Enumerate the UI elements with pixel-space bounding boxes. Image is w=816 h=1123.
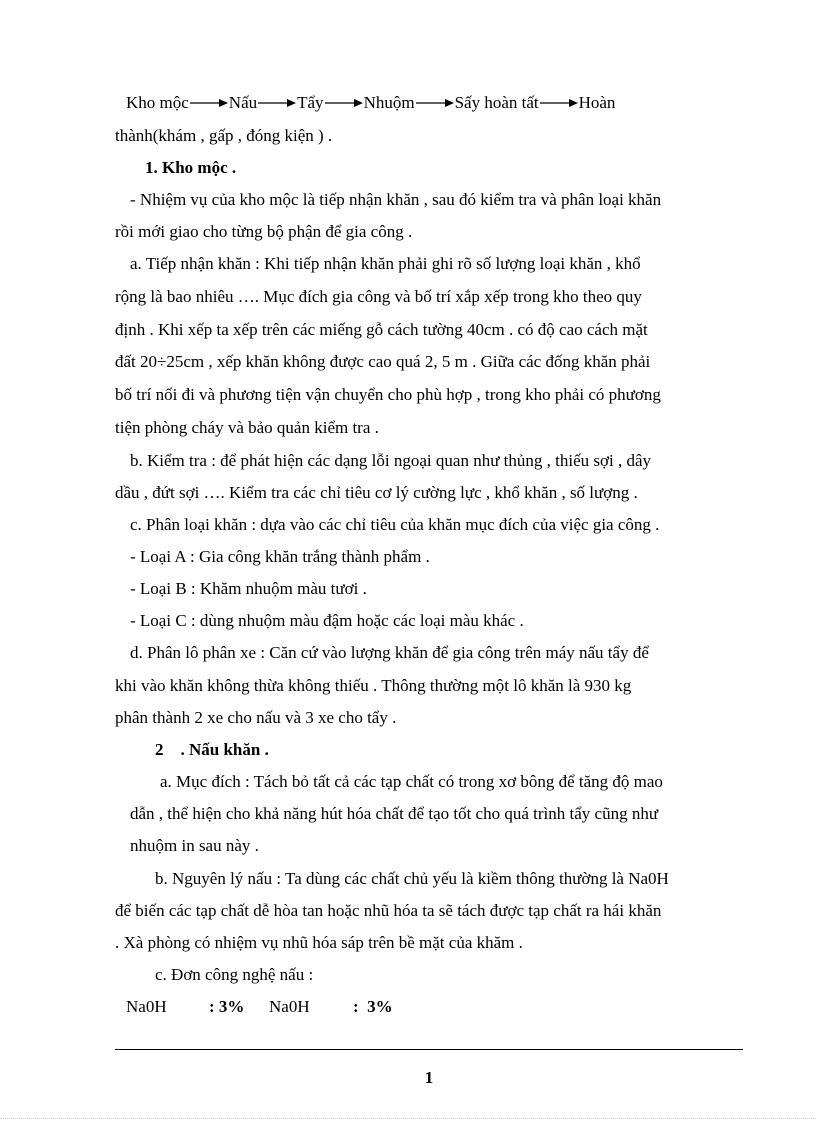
recipe-item-value (209, 996, 244, 1018)
section1-a-line: đất 20÷25cm , xếp khăn không được cao quá 2, 5 m . Giữa các đống khăn phải (115, 352, 651, 371)
section2-c-heading: c. Đơn công nghệ nấu : (155, 965, 314, 984)
flow-step-kho-moc: Kho mộc (126, 93, 189, 112)
arrow-right-icon (416, 98, 454, 108)
flow-step-say-hoan-tat: Sấy hoàn tất (454, 93, 539, 112)
section1-d-line: d. Phân lô phân xe : Căn cứ vào lượng khăn để gia công trên máy nấu tẩy để (130, 643, 649, 662)
section1-b-line: b. Kiểm tra : để phát hiện các dạng lỗi ngoại quan như thủng , thiếu sợi , dây (130, 451, 651, 470)
section1-a-line: định . Khi xếp ta xếp trên các miếng gỗ cách tường 40cm . có độ cao cách mặt (115, 320, 648, 339)
footer-divider (115, 1049, 743, 1050)
section2-b-line: để biến các tạp chất dễ hòa tan hoặc nhũ hóa ta sẽ tách được tạp chất ra hái khăn (115, 901, 662, 920)
page-number: 1 (424, 1068, 434, 1087)
section2-a-line: nhuộm in sau này . (130, 836, 259, 855)
section2-b-line: b. Nguyên lý nấu : Ta dùng các chất chủ yếu là kiềm thông thường là Na0H (155, 869, 669, 888)
recipe-item-name: Na0H (269, 997, 310, 1016)
recipe-item-value-text: : 3% (209, 997, 245, 1016)
flow-step-hoan: Hoàn (578, 93, 616, 112)
section2-a-line: a. Mục đích : Tách bỏ tất cả các tạp chất có trong xơ bông để tăng độ mao (160, 772, 663, 791)
section1-a-line: tiện phòng cháy và bảo quản kiểm tra . (115, 418, 379, 437)
section1-intro-line: - Nhiệm vụ của kho mộc là tiếp nhận khăn , sau đó kiểm tra và phân loại khăn (130, 190, 662, 209)
arrow-right-icon (325, 98, 363, 108)
section1-d-line: khi vào khăn không thừa không thiếu . Thông thường một lô khăn là 930 kg (115, 676, 632, 695)
section1-b-line: dầu , đứt sợi …. Kiểm tra các chỉ tiêu cơ lý cường lực , khổ khăn , số lượng . (115, 483, 638, 502)
section1-intro-line: rồi mới giao cho từng bộ phận để gia công . (115, 222, 413, 241)
flow-step-tay: Tẩy (297, 93, 324, 112)
section2-b-line: . Xà phòng có nhiệm vụ nhũ hóa sáp trên bề mặt của khăm . (115, 933, 523, 952)
section1-c-item: - Loại A : Gia công khăn trắng thành phẩm . (130, 547, 430, 566)
section1-c-item: - Loại B : Khăm nhuộm màu tươi . (130, 579, 367, 598)
process-flow (126, 92, 615, 114)
arrow-right-icon (190, 98, 228, 108)
arrow-right-icon (540, 98, 578, 108)
section1-d-line: phân thành 2 xe cho nấu và 3 xe cho tẩy . (115, 708, 397, 727)
section1-a-line: bố trí nối đi và phương tiện vận chuyển cho phù hợp , trong kho phải có phương (115, 385, 661, 404)
section1-c-line: c. Phân loại khăn : dựa vào các chỉ tiêu của khăn mục đích của việc gia công . (130, 515, 660, 534)
recipe-item-value-text: : 3% (353, 997, 393, 1016)
recipe-item-name: Na0H (126, 997, 167, 1016)
section1-a-line: rộng là bao nhiêu …. Mục đích gia công và bố trí xắp xếp trong kho theo quy (115, 287, 642, 306)
recipe-item-value (353, 996, 393, 1018)
flow-step-nau: Nấu (228, 93, 258, 112)
section1-heading: 1. Kho mộc . (145, 158, 237, 177)
arrow-right-icon (258, 98, 296, 108)
section2-a-line: dẫn , thể hiện cho khả năng hút hóa chất để tạo tốt cho quá trình tẩy cũng như (130, 804, 659, 823)
flow-step-nhuom: Nhuộm (363, 93, 415, 112)
page-bottom-border (0, 1118, 816, 1119)
section2-heading: 2 . Nấu khăn . (155, 740, 269, 759)
section1-c-item: - Loại C : dùng nhuộm màu đậm hoặc các loại màu khác . (130, 611, 524, 630)
flow-continuation: thành(khám , gấp , đóng kiện ) . (115, 126, 333, 145)
section1-a-line: a. Tiếp nhận khăn : Khi tiếp nhận khăn phải ghi rõ số lượng loại khăn , khổ (130, 254, 641, 273)
